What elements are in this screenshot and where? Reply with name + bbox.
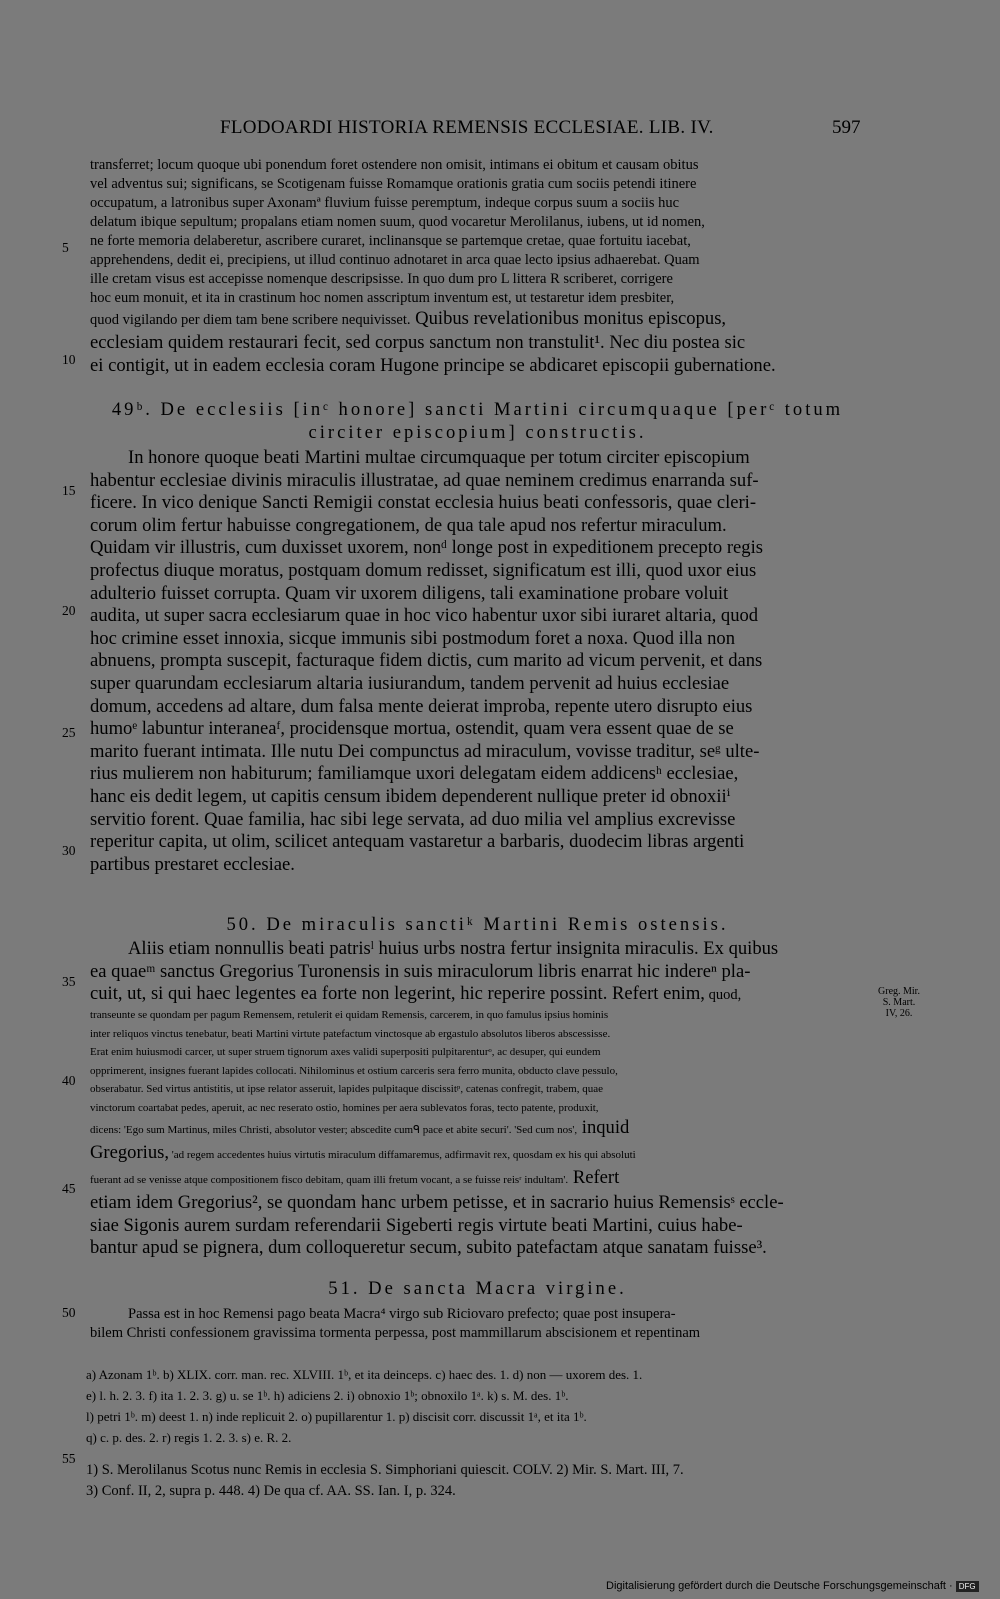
line-number: 10 xyxy=(62,352,76,367)
footer-text: Digitalisierung gefördert durch die Deutsche Forschungsgemeinschaft · xyxy=(606,1580,953,1592)
text-line xyxy=(90,1167,865,1192)
text-line: bantur apud se pignera, dum colloqueretur secum, subito patefactam atque sanatam fuisse³. xyxy=(90,1237,767,1259)
text-small: 'ad regem accedentes huius virtutis miraculum diffamaremus, adfirmavit rex, quosdam ex his qui absoluti xyxy=(169,1149,636,1162)
text-line: occupatum, a latronibus super Axonamª fluvium fuisse peremptum, indeque corpus suum a sociis huc xyxy=(90,195,680,211)
text-line: transferret; locum quoque ubi ponendum foret ostendere non omisit, intimans ei obitum et causam obitus xyxy=(90,157,699,173)
line-number: 45 xyxy=(62,1181,76,1196)
heading-line: 50. De miraculis sanctiᵏ Martini Remis ostensis. xyxy=(226,914,729,935)
running-title: FLODOARDI HISTORIA REMENSIS ECCLESIAE. LIB. IV. xyxy=(220,117,714,138)
text-small: quod, xyxy=(704,987,742,1004)
line-number: 30 xyxy=(62,843,76,858)
dfg-logo: DFG xyxy=(956,1581,979,1592)
line-number: 15 xyxy=(62,483,76,498)
text-line: reperitur capita, ut olim, scilicet antequam vastaretur a barbaris, duodecim libras argenti xyxy=(90,831,745,853)
text-normal: Quibus revelationibus monitus episcopus, xyxy=(410,308,727,329)
text-line: habentur ecclesiae divinis miraculis illustratae, ad quae neminem credimus enarranda suf- xyxy=(90,469,759,491)
critical-apparatus xyxy=(86,1364,876,1448)
text-line: ecclesiam quidem restaurari fecit, sed corpus sanctum non transtulit¹. Nec diu postea sic xyxy=(90,332,746,353)
line-number: 20 xyxy=(62,603,76,618)
margin-note-line: Greg. Mir. xyxy=(878,986,920,997)
paragraph-merolilanus xyxy=(90,156,865,377)
text-line: Aliis etiam nonnullis beati patrisˡ huius urbs nostra fertur insignita miraculis. Ex quibus xyxy=(128,938,779,959)
chapter-heading-50 xyxy=(90,913,865,936)
line-number: 55 xyxy=(62,1451,76,1466)
explanatory-notes xyxy=(86,1460,876,1502)
text-line: vinctorum coartabat pedes, aperuit, ac nec reserato ostio, homines per aera sublevatos foras, tecto patente, produxit, xyxy=(90,1101,599,1114)
text-normal: Refert xyxy=(568,1167,620,1189)
text-line: rius mulierem non habiturum; familiamque uxori delegatam eidem addicensʰ ecclesiae, xyxy=(90,763,739,785)
heading-line: circiter episcopium] constructis. xyxy=(308,422,647,443)
text-normal: cuit, ut, si qui haec legentes ea forte non legerint, hic reperire possint. Refert enim, xyxy=(90,983,705,1005)
text-line: ea quaeᵐ sanctus Gregorius Turonensis in suis miraculorum libris enarrat hic indereⁿ pla- xyxy=(90,960,751,982)
text-line: ille cretam visus est accepisse nomenque descripsisse. In quo dum pro L littera R scriberet, corrigere xyxy=(90,271,673,287)
text-normal: Gregorius, xyxy=(90,1142,170,1164)
line-number: 25 xyxy=(62,725,76,740)
line-number: 35 xyxy=(62,974,76,989)
text-line: siae Sigonis aurem surdam referendarii Sigeberti regis virtute beati Martini, cuius habe- xyxy=(90,1214,743,1236)
paragraph-macra xyxy=(90,1305,865,1343)
text-line: hanc eis dedit legem, ut capitis censum ibidem dependerent nullique preter id obnoxiiⁱ xyxy=(90,785,731,807)
text-line: apprehendens, dedit ei, precipiens, ut illud continuo adnotaret in arca quae lecto ipsius adhaerebat. Quam xyxy=(90,252,700,268)
text-line xyxy=(90,983,865,1006)
text-line: Erat enim huiusmodi carcer, ut super struem tignorum axes validi superpositi pulpitarenturᵒ, ac desuper, qui eundem xyxy=(90,1046,601,1059)
text-line: servitio forent. Quae familia, hac sibi lege servata, ad duo milia vel amplius excrevisse xyxy=(90,808,736,830)
text-line xyxy=(90,1117,865,1142)
chapter-heading-49 xyxy=(90,398,865,444)
apparatus-line: l) petri 1ᵇ. m) deest 1. n) inde replicuit 2. o) pupillarentur 1. p) discisit corr. discussit 1ᵃ, et ita 1ᵇ. xyxy=(86,1409,587,1424)
margin-note-line: IV, 26. xyxy=(885,1008,913,1019)
heading-line: 49ᵇ. De ecclesiis [inᶜ honore] sancti Martini circumquaque [perᶜ totum xyxy=(111,399,844,420)
text-line: In honore quoque beati Martini multae circumquaque per totum circiter episcopium xyxy=(128,447,750,468)
text-line: ne forte memoria delaberetur, ascribere curaret, inclinansque se partemque cretae, quae fortuitu iacebat, xyxy=(90,233,691,249)
text-line: opprimerent, insignes fuerant lapides collocati. Nihilominus et ostium carceris sera ferro munita, obducto clave pessulo, xyxy=(90,1064,618,1077)
text-line: bilem Christi confessionem gravissima tormenta perpessa, post mammillarum abscisionem et repentinam xyxy=(90,1325,701,1341)
text-line: partibus prestaret ecclesiae. xyxy=(90,853,295,875)
note-line: 3) Conf. II, 2, supra p. 448. 4) De qua cf. AA. SS. Ian. I, p. 324. xyxy=(86,1483,456,1499)
text-small: dicens: 'Ego sum Martinus, miles Christi, absolutor vester; abscedite cumᑫ pace et abite securi'. 'Sed cum nos', xyxy=(90,1124,578,1137)
note-line: 1) S. Merolilanus Scotus nunc Remis in ecclesia S. Simphoriani quiescit. COLV. 2) Mir. S. Mart. III, 7. xyxy=(86,1462,684,1478)
margin-note-line: S. Mart. xyxy=(882,997,916,1008)
text-small: quod vigilando per diem tam bene scribere nequivisset. xyxy=(90,312,411,328)
text-line: humoᵉ labuntur interaneaᶠ, procidensque mortua, ostendit, quam vera essent quae de se xyxy=(90,718,734,740)
apparatus-line: e) l. h. 2. 3. f) ita 1. 2. 3. g) u. se 1ᵇ. h) adiciens 2. i) obnoxio 1ᵇ; obnoxilo 1ᵃ. k) s. M. des. 1ᵇ. xyxy=(86,1388,569,1403)
text-line: hoc crimine esset innoxia, sicque immunis sibi postmodum foret a noxa. Quod illa non xyxy=(90,627,735,649)
text-line: transeunte se quondam per pagum Remensem, retulerit ei quidam Remensis, carcerem, in quo famulus ipsius hominis xyxy=(90,1009,609,1022)
line-number: 5 xyxy=(62,240,69,255)
text-line: ei contigit, ut in eadem ecclesia coram Hugone principe se abdicaret episcopii gubernatione. xyxy=(90,354,776,376)
text-small: fuerant ad se venisse atque compositionem fisco debitam, quam illi fretum vocant, a se fuisse reisʳ indultam'. xyxy=(90,1174,569,1187)
text-line: ficere. In vico denique Sancti Remigii constat ecclesia huius beati confessoris, quae cleri- xyxy=(90,492,757,514)
text-line: abnuens, prompta suscepit, facturaque fidem dictis, cum marito ad vicum pervenit, et dans xyxy=(90,650,763,672)
text-line: audita, ut super sacra ecclesiarum quae in hoc vico habentur uxor sibi iuraret altaria, quod xyxy=(90,605,759,627)
line-number: 40 xyxy=(62,1073,76,1088)
apparatus-line: a) Azonam 1ᵇ. b) XLIX. corr. man. rec. XLVIII. 1ᵇ, et ita deinceps. c) haec des. 1. d) non — uxorem des. 1. xyxy=(86,1367,643,1382)
text-line: super quarundam ecclesiarum altaria iusiurandum, tandem pervenit ad huius ecclesiae xyxy=(90,672,730,694)
text-line: Passa est in hoc Remensi pago beata Macra⁴ virgo sub Riciovaro prefecto; quae post insupera- xyxy=(128,1306,676,1322)
chapter-heading-51 xyxy=(90,1277,865,1300)
text-line: profectus diuque moratus, postquam domum redisset, significatum est illi, quod uxor eius xyxy=(90,559,757,581)
paragraph-martin-churches xyxy=(90,447,865,876)
text-line: obserabatur. Sed virtus antistitis, ut ipse relator asseruit, lapides pulpitaque discissitᵖ, catenas confregit, trabem, quae xyxy=(90,1083,603,1096)
text-line: delatum ibique sepultum; propalans etiam nomen suum, quod vocaretur Merolilanus, iubens, ut id nomen, xyxy=(90,214,705,230)
text-line: domum, accedens ad altare, dum falsa mente deierat improba, repente utero disrupto eius xyxy=(90,695,753,717)
text-line: adulterio fuisset corrupta. Quam vir uxorem diligens, tali examinatione probare voluit xyxy=(90,582,729,604)
heading-line: 51. De sancta Macra virgine. xyxy=(328,1278,627,1299)
margin-note xyxy=(874,986,924,1019)
text-line xyxy=(90,308,865,332)
text-line: etiam idem Gregorius², se quondam hanc urbem petisse, et in sacrario huius Remensisˢ eccle- xyxy=(90,1192,784,1214)
apparatus-line: q) c. p. des. 2. r) regis 1. 2. 3. s) e. R. 2. xyxy=(86,1430,292,1445)
page-header xyxy=(0,117,1000,145)
digitization-footer xyxy=(606,1580,979,1592)
page-number: 597 xyxy=(832,117,861,138)
text-line: inter reliquos vinctus tenebatur, beati Martini virtute patefactum vinctosque ab ergastulo absolutos liberos abscessisse. xyxy=(90,1027,611,1040)
text-line: marito fuerant intimata. Ille nutu Dei compunctus ad miraculum, vovisse traditur, seᵍ ulte- xyxy=(90,740,760,762)
text-line: hoc eum monuit, et ita in crastinum hoc nomen asscriptum inventum est, ut testaretur idem presbiter, xyxy=(90,290,675,306)
text-line: corum olim fertur habuisse congregationem, de qua tale apud nos refertur miraculum. xyxy=(90,514,727,536)
line-number: 50 xyxy=(62,1305,76,1320)
text-normal: inquid xyxy=(577,1117,630,1139)
text-line: vel adventus sui; significans, se Scotigenam fuisse Romamque orationis gratia cum sociis petendi itinere xyxy=(90,176,697,192)
paragraph-martin-miracles xyxy=(90,938,865,1260)
text-line xyxy=(90,1142,865,1167)
text-line: Quidam vir illustris, cum duxisset uxorem, nonᵈ longe post in expeditionem precepto regis xyxy=(90,537,763,559)
